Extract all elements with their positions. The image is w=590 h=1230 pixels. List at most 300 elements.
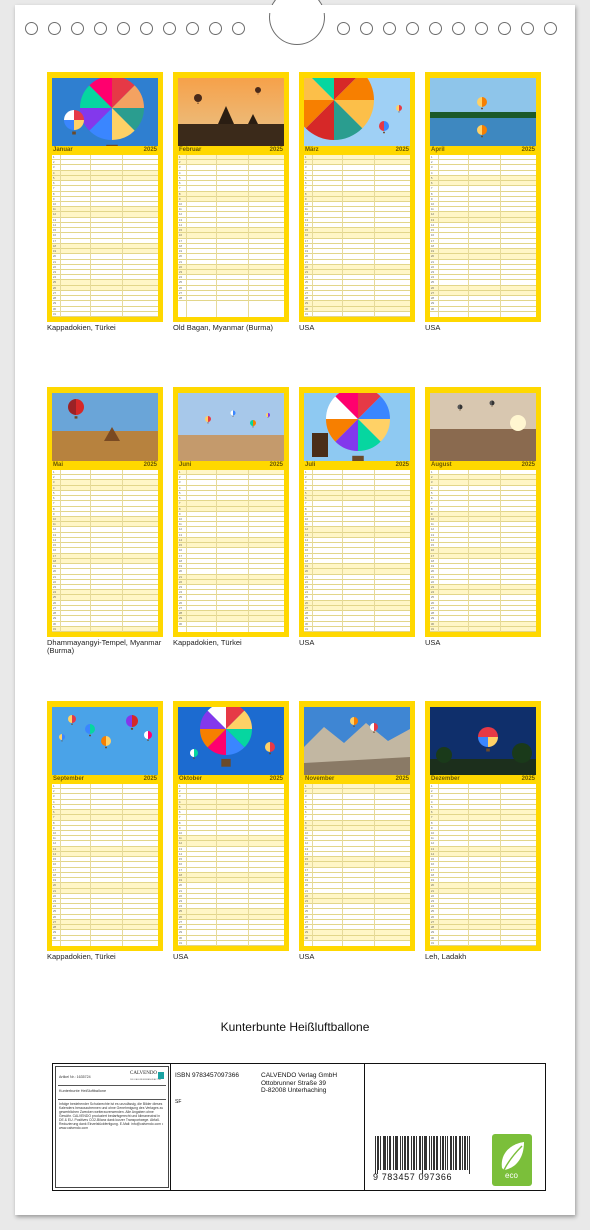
day-number: 9 bbox=[431, 826, 433, 830]
day-number: 6 bbox=[305, 182, 307, 186]
day-number: 3 bbox=[179, 481, 181, 485]
day-number: 15 bbox=[305, 858, 308, 862]
day-number: 16 bbox=[53, 863, 56, 867]
day-number: 4 bbox=[53, 486, 55, 490]
day-number: 31 bbox=[431, 627, 434, 631]
day-number: 31 bbox=[53, 627, 56, 631]
day-number: 7 bbox=[53, 187, 55, 191]
day-number: 15 bbox=[305, 544, 308, 548]
day-number: 12 bbox=[179, 213, 182, 217]
month-year: 2025 bbox=[395, 462, 409, 468]
day-number: 5 bbox=[53, 805, 55, 809]
day-number: 24 bbox=[431, 276, 434, 280]
day-number: 14 bbox=[305, 538, 308, 542]
day-number: 16 bbox=[179, 549, 182, 553]
day-number: 6 bbox=[431, 811, 433, 815]
day-number: 20 bbox=[179, 884, 182, 888]
day-number: 27 bbox=[53, 920, 56, 924]
binding-hole bbox=[383, 22, 396, 35]
month-name: April bbox=[431, 147, 445, 153]
month-year: 2025 bbox=[269, 462, 283, 468]
day-number: 3 bbox=[53, 795, 55, 799]
month-day-grid bbox=[178, 470, 284, 632]
day-number: 6 bbox=[53, 811, 55, 815]
month-year: 2025 bbox=[143, 776, 157, 782]
day-number: 20 bbox=[305, 884, 308, 888]
day-number: 12 bbox=[179, 528, 182, 532]
day-number: 8 bbox=[53, 507, 55, 511]
day-number: 21 bbox=[179, 260, 182, 264]
binding-hole bbox=[25, 22, 38, 35]
day-row bbox=[430, 307, 536, 312]
day-number: 31 bbox=[431, 941, 434, 945]
month-name: Juli bbox=[305, 462, 316, 468]
day-number: 6 bbox=[179, 182, 181, 186]
day-number: 11 bbox=[305, 523, 308, 527]
day-number: 19 bbox=[431, 565, 434, 569]
day-number: 19 bbox=[179, 250, 182, 254]
day-number: 5 bbox=[431, 491, 433, 495]
day-number: 5 bbox=[305, 805, 307, 809]
month-name: März bbox=[305, 147, 319, 153]
day-number: 3 bbox=[53, 481, 55, 485]
day-number: 12 bbox=[53, 528, 56, 532]
day-number: 3 bbox=[305, 166, 307, 170]
day-number: 15 bbox=[431, 858, 434, 862]
day-number: 23 bbox=[53, 270, 56, 274]
day-number: 11 bbox=[53, 523, 56, 527]
month-caption: USA bbox=[299, 952, 315, 961]
month-card bbox=[173, 701, 289, 951]
day-number: 4 bbox=[431, 486, 433, 490]
day-number: 23 bbox=[305, 270, 308, 274]
day-number: 13 bbox=[431, 847, 434, 851]
day-number: 7 bbox=[53, 816, 55, 820]
day-number: 13 bbox=[179, 847, 182, 851]
day-number: 21 bbox=[179, 575, 182, 579]
binding-hole bbox=[163, 22, 176, 35]
day-number: 22 bbox=[179, 894, 182, 898]
day-number: 24 bbox=[53, 905, 56, 909]
binding-hole bbox=[429, 22, 442, 35]
day-number: 20 bbox=[53, 570, 56, 574]
day-number: 13 bbox=[53, 847, 56, 851]
day-number: 26 bbox=[305, 601, 308, 605]
day-number: 11 bbox=[305, 837, 308, 841]
day-number: 9 bbox=[179, 826, 181, 830]
day-number: 1 bbox=[431, 785, 433, 788]
day-number: 19 bbox=[305, 565, 308, 569]
day-number: 4 bbox=[305, 800, 307, 804]
legal-notice: Infolge bestehender Schutzrechte ist es unzulässig, die Bilder dieses Kalenders herauszutrennen und ohne Genehmigung des Verlages zu gewerblichen Zwecken weiterzuverwenden. Alle Angaben ohne Gewähr. CALVENDO produziert bedarfsgerecht und klimaneutral in DE & EU. Positives CO2-Bilanz dank kurzer Transportwege. Abfall-Reduzierung dank Einzelstückfertigung. E-Mail: info@calvendo.com • www.calvendo.com bbox=[59, 1102, 164, 1130]
day-number: 23 bbox=[53, 899, 56, 903]
month-year: 2025 bbox=[521, 147, 535, 153]
day-number: 30 bbox=[53, 307, 56, 311]
day-number: 20 bbox=[431, 255, 434, 259]
day-number: 6 bbox=[305, 497, 307, 501]
day-number: 7 bbox=[431, 187, 433, 191]
day-number: 7 bbox=[179, 816, 181, 820]
day-number: 10 bbox=[53, 518, 56, 522]
day-number: 19 bbox=[53, 565, 56, 569]
binding-hole bbox=[140, 22, 153, 35]
day-number: 26 bbox=[305, 915, 308, 919]
day-number: 26 bbox=[53, 286, 56, 290]
day-number: 26 bbox=[431, 915, 434, 919]
day-number: 2 bbox=[431, 790, 433, 794]
day-row bbox=[430, 941, 536, 946]
day-number: 28 bbox=[431, 612, 434, 616]
day-number: 23 bbox=[431, 585, 434, 589]
day-number: 14 bbox=[305, 852, 308, 856]
day-number: 11 bbox=[53, 208, 56, 212]
binding-hole bbox=[209, 22, 222, 35]
month-day-grid bbox=[178, 155, 284, 317]
day-number: 27 bbox=[179, 291, 182, 295]
day-number: 11 bbox=[431, 837, 434, 841]
day-number: 19 bbox=[431, 879, 434, 883]
day-number: 23 bbox=[179, 270, 182, 274]
day-number: 22 bbox=[431, 580, 434, 584]
month-day-grid bbox=[52, 470, 158, 632]
day-number: 2 bbox=[179, 161, 181, 165]
month-year: 2025 bbox=[395, 776, 409, 782]
day-number: 25 bbox=[53, 281, 56, 285]
day-number: 30 bbox=[431, 307, 434, 311]
day-number: 29 bbox=[305, 302, 308, 306]
day-number: 24 bbox=[179, 276, 182, 280]
day-number: 24 bbox=[305, 591, 308, 595]
month-caption: USA bbox=[299, 323, 315, 332]
day-number: 10 bbox=[305, 518, 308, 522]
day-number: 4 bbox=[431, 800, 433, 804]
day-number: 24 bbox=[53, 276, 56, 280]
day-number: 18 bbox=[53, 559, 56, 563]
day-number: 1 bbox=[305, 471, 307, 474]
day-number: 3 bbox=[431, 166, 433, 170]
day-number: 26 bbox=[305, 286, 308, 290]
day-number: 2 bbox=[305, 790, 307, 794]
month-caption: USA bbox=[173, 952, 189, 961]
month-name: Oktober bbox=[179, 776, 203, 782]
day-number: 3 bbox=[431, 481, 433, 485]
day-number: 16 bbox=[179, 234, 182, 238]
day-number: 14 bbox=[431, 538, 434, 542]
day-number: 17 bbox=[305, 239, 308, 243]
day-number: 21 bbox=[305, 889, 308, 893]
day-number: 13 bbox=[179, 218, 182, 222]
day-number: 25 bbox=[431, 281, 434, 285]
month-caption: USA bbox=[299, 638, 315, 647]
day-number: 20 bbox=[179, 255, 182, 259]
day-number: 9 bbox=[53, 826, 55, 830]
day-number: 14 bbox=[305, 223, 308, 227]
day-number: 12 bbox=[431, 528, 434, 532]
day-number: 4 bbox=[305, 171, 307, 175]
day-number: 5 bbox=[179, 176, 181, 180]
day-number: 1 bbox=[305, 156, 307, 159]
day-number: 4 bbox=[53, 800, 55, 804]
day-number: 30 bbox=[179, 622, 182, 626]
day-number: 31 bbox=[305, 312, 308, 316]
day-number: 14 bbox=[431, 852, 434, 856]
day-number: 19 bbox=[179, 879, 182, 883]
day-number: 26 bbox=[179, 915, 182, 919]
day-number: 9 bbox=[179, 512, 181, 516]
day-number: 1 bbox=[53, 471, 55, 474]
day-number: 10 bbox=[53, 203, 56, 207]
day-number: 20 bbox=[179, 570, 182, 574]
day-number: 30 bbox=[305, 622, 308, 626]
day-number: 3 bbox=[179, 166, 181, 170]
day-number: 9 bbox=[53, 197, 55, 201]
day-row bbox=[178, 622, 284, 627]
month-card bbox=[47, 72, 163, 322]
day-row bbox=[52, 312, 158, 317]
day-number: 2 bbox=[431, 476, 433, 480]
eco-badge bbox=[492, 1134, 532, 1186]
month-year: 2025 bbox=[521, 462, 535, 468]
day-number: 10 bbox=[53, 832, 56, 836]
day-number: 8 bbox=[179, 192, 181, 196]
day-number: 2 bbox=[179, 476, 181, 480]
day-number: 29 bbox=[431, 931, 434, 935]
day-number: 8 bbox=[53, 192, 55, 196]
month-name: Februar bbox=[179, 147, 202, 153]
day-number: 25 bbox=[305, 281, 308, 285]
article-box bbox=[53, 1064, 171, 1190]
day-number: 5 bbox=[431, 176, 433, 180]
binding-hole bbox=[94, 22, 107, 35]
day-number: 12 bbox=[179, 842, 182, 846]
binding-hole bbox=[498, 22, 511, 35]
day-number: 19 bbox=[179, 565, 182, 569]
day-number: 21 bbox=[305, 575, 308, 579]
day-number: 20 bbox=[53, 884, 56, 888]
day-row bbox=[52, 936, 158, 941]
day-number: 7 bbox=[305, 816, 307, 820]
day-number: 1 bbox=[305, 785, 307, 788]
day-number: 29 bbox=[305, 617, 308, 621]
day-number: 25 bbox=[431, 910, 434, 914]
month-day-grid bbox=[304, 784, 410, 946]
day-number: 28 bbox=[305, 297, 308, 301]
day-number: 4 bbox=[305, 486, 307, 490]
day-number: 12 bbox=[53, 213, 56, 217]
day-number: 5 bbox=[305, 491, 307, 495]
day-number: 12 bbox=[53, 842, 56, 846]
day-number: 31 bbox=[179, 941, 182, 945]
day-number: 5 bbox=[179, 491, 181, 495]
month-caption: Kappadokien, Türkei bbox=[47, 952, 116, 961]
day-number: 13 bbox=[305, 218, 308, 222]
day-number: 28 bbox=[431, 926, 434, 930]
day-number: 18 bbox=[53, 244, 56, 248]
day-number: 4 bbox=[179, 486, 181, 490]
day-number: 21 bbox=[305, 260, 308, 264]
day-number: 14 bbox=[179, 538, 182, 542]
day-number: 14 bbox=[53, 852, 56, 856]
day-number: 26 bbox=[53, 915, 56, 919]
publisher-city: D-82008 Unterhaching bbox=[261, 1087, 327, 1094]
calendar-sheet bbox=[15, 5, 575, 1215]
day-number: 7 bbox=[53, 502, 55, 506]
day-number: 20 bbox=[431, 570, 434, 574]
day-number: 20 bbox=[431, 884, 434, 888]
day-number: 17 bbox=[179, 554, 182, 558]
day-number: 16 bbox=[305, 863, 308, 867]
day-number: 29 bbox=[431, 302, 434, 306]
day-number: 27 bbox=[179, 920, 182, 924]
day-number: 21 bbox=[53, 260, 56, 264]
day-number: 2 bbox=[53, 476, 55, 480]
month-day-grid bbox=[178, 784, 284, 946]
day-number: 17 bbox=[53, 239, 56, 243]
day-number: 8 bbox=[179, 821, 181, 825]
month-year: 2025 bbox=[521, 776, 535, 782]
day-number: 3 bbox=[179, 795, 181, 799]
day-number: 24 bbox=[305, 276, 308, 280]
day-number: 18 bbox=[179, 559, 182, 563]
month-name: Juni bbox=[179, 462, 192, 468]
day-number: 27 bbox=[431, 920, 434, 924]
calvendo-logo: CALVENDO bbox=[130, 1071, 158, 1076]
day-number: 16 bbox=[305, 549, 308, 553]
day-number: 26 bbox=[179, 601, 182, 605]
day-number: 13 bbox=[431, 218, 434, 222]
day-number: 8 bbox=[431, 821, 433, 825]
month-caption: Old Bagan, Myanmar (Burma) bbox=[173, 323, 274, 332]
day-number: 3 bbox=[53, 166, 55, 170]
day-number: 12 bbox=[305, 213, 308, 217]
day-number: 1 bbox=[431, 471, 433, 474]
day-number: 30 bbox=[305, 936, 308, 940]
day-row bbox=[178, 296, 284, 301]
day-row bbox=[304, 936, 410, 941]
day-number: 28 bbox=[179, 297, 182, 301]
day-number: 15 bbox=[179, 858, 182, 862]
day-number: 4 bbox=[53, 171, 55, 175]
day-number: 29 bbox=[179, 931, 182, 935]
barcode-digits: 9 783457 097366 bbox=[373, 1172, 453, 1182]
day-row bbox=[304, 627, 410, 632]
day-number: 25 bbox=[179, 281, 182, 285]
day-number: 10 bbox=[179, 203, 182, 207]
day-row bbox=[178, 941, 284, 946]
day-number: 6 bbox=[305, 811, 307, 815]
day-number: 4 bbox=[179, 171, 181, 175]
day-number: 1 bbox=[53, 156, 55, 159]
month-name: August bbox=[431, 462, 452, 468]
day-number: 6 bbox=[53, 182, 55, 186]
day-number: 12 bbox=[305, 842, 308, 846]
eco-label: eco bbox=[505, 1171, 518, 1180]
day-number: 21 bbox=[179, 889, 182, 893]
day-number: 8 bbox=[305, 821, 307, 825]
day-number: 22 bbox=[53, 894, 56, 898]
day-number: 9 bbox=[305, 512, 307, 516]
day-number: 1 bbox=[179, 785, 181, 788]
month-photo bbox=[304, 393, 410, 461]
day-number: 25 bbox=[305, 596, 308, 600]
day-number: 14 bbox=[53, 538, 56, 542]
day-number: 7 bbox=[431, 816, 433, 820]
day-number: 16 bbox=[179, 863, 182, 867]
day-number: 24 bbox=[431, 591, 434, 595]
day-number: 2 bbox=[53, 161, 55, 165]
day-number: 25 bbox=[179, 596, 182, 600]
day-number: 2 bbox=[305, 476, 307, 480]
day-number: 24 bbox=[179, 905, 182, 909]
day-number: 3 bbox=[305, 795, 307, 799]
day-number: 22 bbox=[53, 580, 56, 584]
day-number: 28 bbox=[305, 926, 308, 930]
day-number: 14 bbox=[179, 223, 182, 227]
day-number: 24 bbox=[305, 905, 308, 909]
day-number: 12 bbox=[305, 528, 308, 532]
binding-hole bbox=[452, 22, 465, 35]
day-number: 17 bbox=[431, 868, 434, 872]
day-number: 22 bbox=[179, 265, 182, 269]
day-number: 15 bbox=[431, 544, 434, 548]
day-number: 6 bbox=[179, 497, 181, 501]
month-caption: Kappadokien, Türkei bbox=[47, 323, 116, 332]
day-number: 19 bbox=[53, 879, 56, 883]
day-number: 17 bbox=[305, 554, 308, 558]
month-day-grid bbox=[52, 155, 158, 317]
day-number: 23 bbox=[305, 899, 308, 903]
binding-hole bbox=[360, 22, 373, 35]
month-caption: USA bbox=[425, 323, 441, 332]
month-day-grid bbox=[304, 155, 410, 317]
day-number: 1 bbox=[179, 471, 181, 474]
day-number: 5 bbox=[179, 805, 181, 809]
binding-holes-left bbox=[25, 22, 255, 36]
day-number: 13 bbox=[179, 533, 182, 537]
day-number: 12 bbox=[431, 213, 434, 217]
day-number: 11 bbox=[305, 208, 308, 212]
day-number: 8 bbox=[179, 507, 181, 511]
day-number: 6 bbox=[431, 497, 433, 501]
day-number: 23 bbox=[305, 585, 308, 589]
day-number: 27 bbox=[179, 606, 182, 610]
month-caption: USA bbox=[425, 638, 441, 647]
day-row bbox=[304, 312, 410, 317]
binding-hole bbox=[406, 22, 419, 35]
day-number: 13 bbox=[431, 533, 434, 537]
day-number: 17 bbox=[431, 554, 434, 558]
day-number: 6 bbox=[53, 497, 55, 501]
day-number: 29 bbox=[179, 617, 182, 621]
day-number: 18 bbox=[431, 244, 434, 248]
calvendo-logo-mark bbox=[158, 1072, 164, 1079]
day-number: 7 bbox=[179, 187, 181, 191]
day-number: 27 bbox=[431, 291, 434, 295]
day-number: 21 bbox=[53, 575, 56, 579]
day-number: 15 bbox=[305, 229, 308, 233]
month-card bbox=[425, 701, 541, 951]
day-number: 2 bbox=[305, 161, 307, 165]
day-number: 11 bbox=[53, 837, 56, 841]
day-number: 14 bbox=[53, 223, 56, 227]
month-caption: Leh, Ladakh bbox=[425, 952, 467, 961]
day-number: 15 bbox=[431, 229, 434, 233]
day-number: 18 bbox=[305, 873, 308, 877]
month-card bbox=[299, 72, 415, 322]
day-row bbox=[430, 627, 536, 632]
month-card bbox=[425, 387, 541, 637]
publisher-street: Ottobrunner Straße 39 bbox=[261, 1079, 327, 1087]
